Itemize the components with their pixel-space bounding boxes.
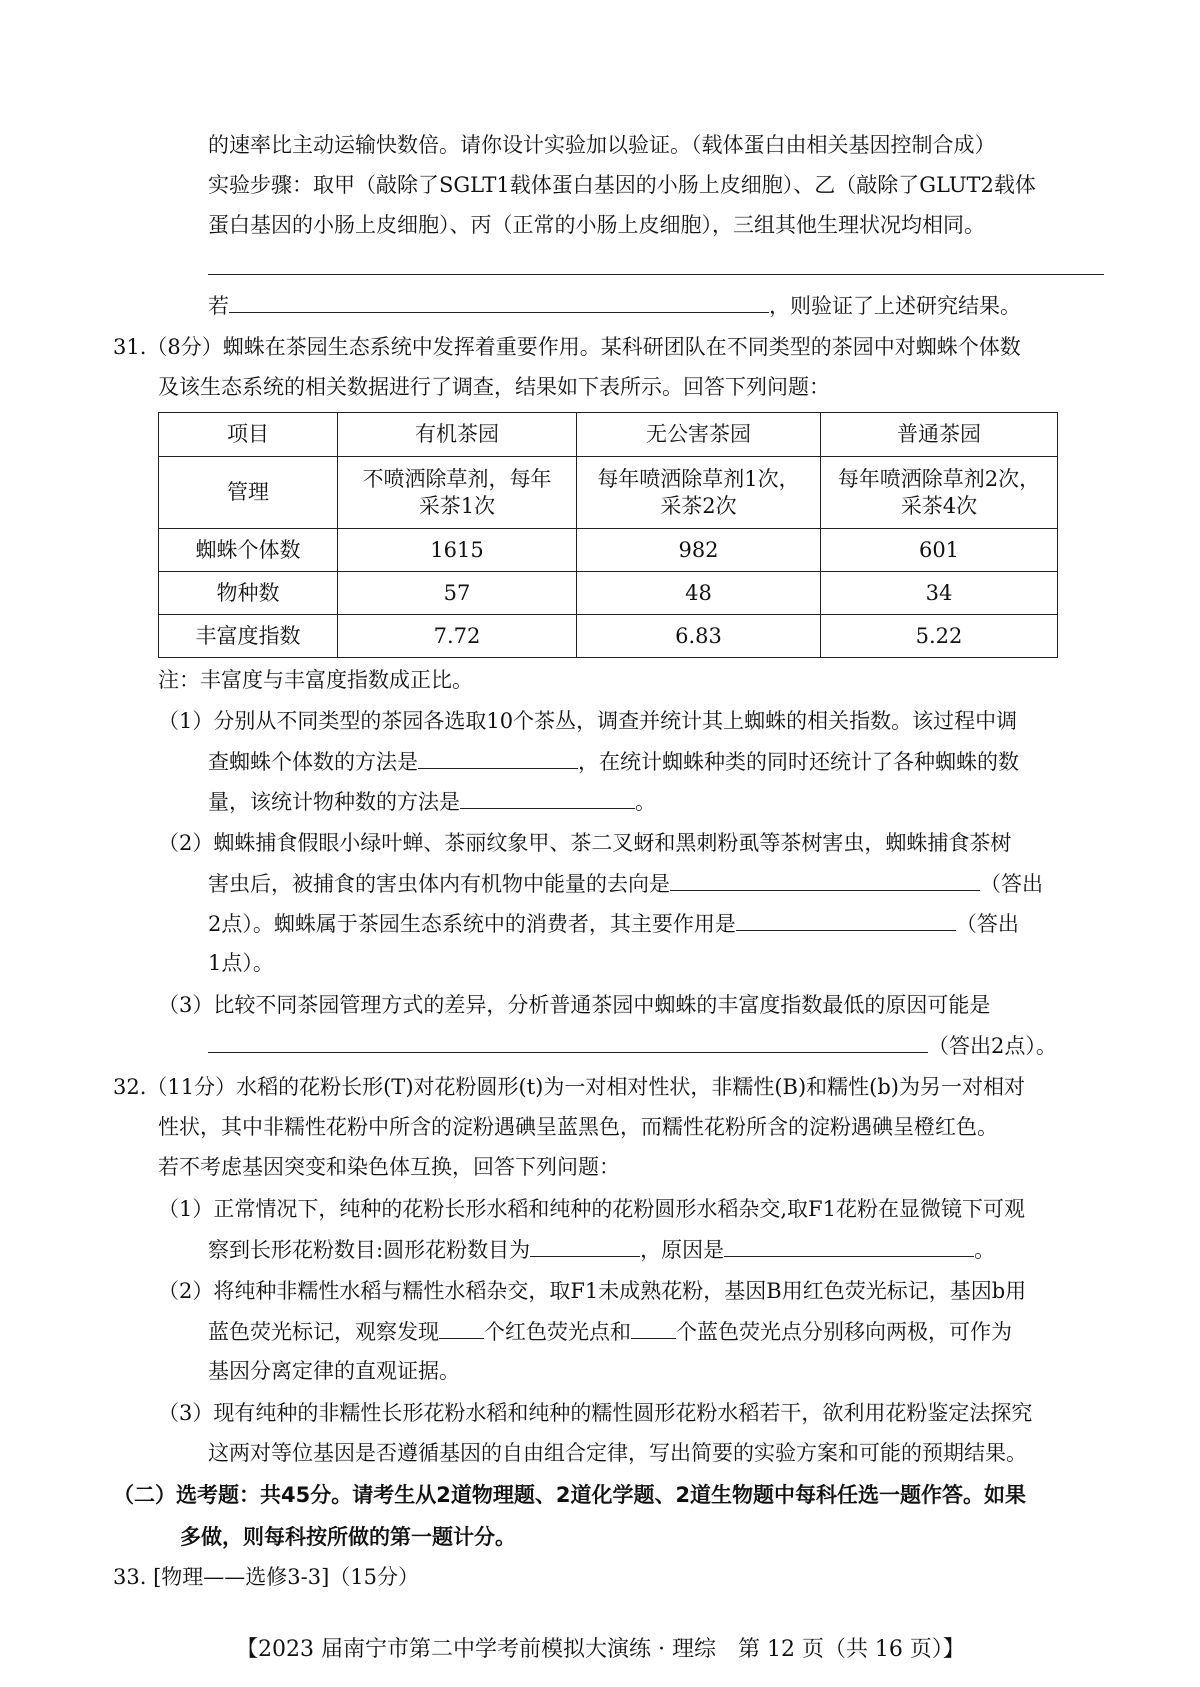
table-note: 注：丰富度与丰富度指数成正比。 <box>158 668 473 692</box>
table-cell: 57 <box>338 572 577 615</box>
table-cell: 48 <box>577 572 821 615</box>
table-row-label: 物种数 <box>159 572 338 615</box>
table-header-cell: 有机茶园 <box>338 413 577 457</box>
table-cell: 601 <box>821 529 1058 572</box>
question-31-heading: 31.（8分）蜘蛛在茶园生态系统中发挥着重要作用。某科研团队在不同类型的茶园中对蜘蛛个体数 <box>113 335 1021 359</box>
text-line: （3）比较不同茶园管理方式的差异，分析普通茶园中蜘蛛的丰富度指数最低的原因可能是 <box>158 993 991 1017</box>
answer-blank[interactable] <box>530 1234 640 1257</box>
text-line <box>208 290 1021 321</box>
table-cell: 7.72 <box>338 615 577 658</box>
table-cell: 6.83 <box>577 615 821 658</box>
text-line <box>208 1234 995 1265</box>
answer-blank[interactable] <box>229 290 769 313</box>
answer-blank[interactable] <box>439 1316 484 1339</box>
text-line: 这两对等位基因是否遵循基因的自由组合定律，写出简要的实验方案和可能的预期结果。 <box>208 1441 1027 1465</box>
table-header-cell: 项目 <box>159 413 338 457</box>
text-line: 性状，其中非糯性花粉中所含的淀粉遇碘呈蓝黑色，而糯性花粉所含的淀粉遇碘呈橙红色。 <box>158 1115 998 1139</box>
table-cell <box>338 457 577 529</box>
table-row-label: 丰富度指数 <box>159 615 338 658</box>
table-row <box>159 529 1058 572</box>
text-line: 的速率比主动运输快数倍。请你设计实验加以验证。（载体蛋白由相关基因控制合成） <box>208 133 996 157</box>
answer-blank[interactable] <box>724 1234 974 1257</box>
section-heading: （二）选考题：共45分。请考生从2道物理题、2道化学题、2道生物题中每科任选一题作答。如果 <box>113 1483 1027 1507</box>
text-line: 及该生态系统的相关数据进行了调查，结果如下表所示。回答下列问题： <box>158 375 830 399</box>
text-line <box>208 908 1019 939</box>
spider-survey-table <box>158 412 1058 658</box>
text-fragment: 若 <box>208 294 229 318</box>
page-footer: 【2023 届南宁市第二中学考前模拟大演练 · 理综 第 12 页（共 16 页）】 <box>236 1637 965 1662</box>
cell-text: 采茶4次 <box>900 493 978 518</box>
question-33-heading: 33. [物理——选修3-3]（15分） <box>113 1565 419 1589</box>
text-line: 基因分离定律的直观证据。 <box>208 1359 460 1383</box>
text-fragment: 察到长形花粉数目:圆形花粉数目为 <box>208 1238 531 1262</box>
cell-text: 不喷洒除草剂，每年 <box>362 466 552 491</box>
text-fragment: 。 <box>635 790 656 814</box>
answer-blank[interactable] <box>631 1316 676 1339</box>
text-fragment: （答出 <box>955 912 1019 936</box>
cell-text: 每年喷洒除草剂2次， <box>837 466 1041 491</box>
text-fragment: （答出2点）。 <box>928 1034 1057 1058</box>
answer-blank[interactable] <box>208 1030 928 1053</box>
text-line: （2）将纯种非糯性水稻与糯性水稻杂交，取F1未成熟花粉，基因B用红色荧光标记，基因b用 <box>158 1279 1027 1303</box>
section-heading: 多做，则每科按所做的第一题计分。 <box>180 1525 516 1549</box>
table-cell: 34 <box>821 572 1058 615</box>
table-row <box>159 572 1058 615</box>
text-line <box>208 868 1043 899</box>
text-fragment: 个红色荧光点和 <box>484 1320 631 1344</box>
text-fragment: 蓝色荧光标记，观察发现 <box>208 1320 439 1344</box>
text-line <box>208 786 656 817</box>
table-cell <box>821 457 1058 529</box>
text-fragment: 查蜘蛛个体数的方法是 <box>208 750 418 774</box>
table-row-label: 蜘蛛个体数 <box>159 529 338 572</box>
table-row-label: 管理 <box>159 457 338 529</box>
text-fragment: 。 <box>974 1238 996 1262</box>
text-line: （1）分别从不同类型的茶园各选取10个茶丛，调查并统计其上蜘蛛的相关指数。该过程中调 <box>158 709 1018 733</box>
text-line <box>208 746 1019 777</box>
text-line: （1）正常情况下，纯种的花粉长形水稻和纯种的花粉圆形水稻杂交,取F1花粉在显微镜下可观 <box>158 1197 1025 1221</box>
text-fragment: ，在统计蜘蛛种类的同时还统计了各种蜘蛛的数 <box>578 750 1019 774</box>
table-header-cell: 普通茶园 <box>821 413 1058 457</box>
text-line: （2）蜘蛛捕食假眼小绿叶蝉、茶丽纹象甲、茶二叉蚜和黑刺粉虱等茶树害虫，蜘蛛捕食茶树 <box>158 831 1012 855</box>
text-fragment: ，原因是 <box>640 1238 725 1262</box>
table-cell <box>577 457 821 529</box>
cell-text: 采茶2次 <box>660 493 737 518</box>
text-fragment: 2点）。蜘蛛属于茶园生态系统中的消费者，其主要作用是 <box>208 912 736 936</box>
cell-text: 每年喷洒除草剂1次， <box>597 466 800 491</box>
question-32-heading: 32.（11分）水稻的花粉长形(T)对花粉圆形(t)为一对相对性状，非糯性(B)和糯性(b)为另一对相对 <box>113 1075 1025 1099</box>
text-line <box>208 1316 1012 1347</box>
answer-blank[interactable] <box>670 868 980 891</box>
table-header-cell: 无公害茶园 <box>577 413 821 457</box>
cell-text: 采茶1次 <box>418 493 496 518</box>
table-cell: 5.22 <box>821 615 1058 658</box>
answer-blank-line[interactable] <box>208 252 1104 275</box>
text-line: 蛋白基因的小肠上皮细胞）、丙（正常的小肠上皮细胞），三组其他生理状况均相同。 <box>208 213 985 237</box>
text-line: 1点）。 <box>208 951 274 975</box>
text-line: （3）现有纯种的非糯性长形花粉水稻和纯种的糯性圆形花粉水稻若干，欲利用花粉鉴定法探究 <box>158 1401 1033 1425</box>
table-cell: 1615 <box>338 529 577 572</box>
text-line: 实验步骤：取甲（敲除了SGLT1载体蛋白基因的小肠上皮细胞）、乙（敲除了GLUT2载体 <box>208 173 1036 197</box>
answer-blank[interactable] <box>736 908 956 931</box>
answer-blank[interactable] <box>418 746 578 769</box>
answer-blank[interactable] <box>460 786 635 809</box>
table-row <box>159 615 1058 658</box>
text-fragment: ，则验证了上述研究结果。 <box>769 294 1021 318</box>
text-fragment: 量，该统计物种数的方法是 <box>208 790 460 814</box>
table-row <box>159 457 1058 529</box>
table-header-row <box>159 413 1058 457</box>
text-line: 若不考虑基因突变和染色体互换，回答下列问题： <box>158 1155 620 1179</box>
text-fragment: 个蓝色荧光点分别移向两极，可作为 <box>676 1320 1012 1344</box>
text-fragment: 害虫后，被捕食的害虫体内有机物中能量的去向是 <box>208 872 670 896</box>
text-fragment: （答出 <box>980 872 1043 896</box>
text-line <box>208 1030 1057 1061</box>
table-cell: 982 <box>577 529 821 572</box>
